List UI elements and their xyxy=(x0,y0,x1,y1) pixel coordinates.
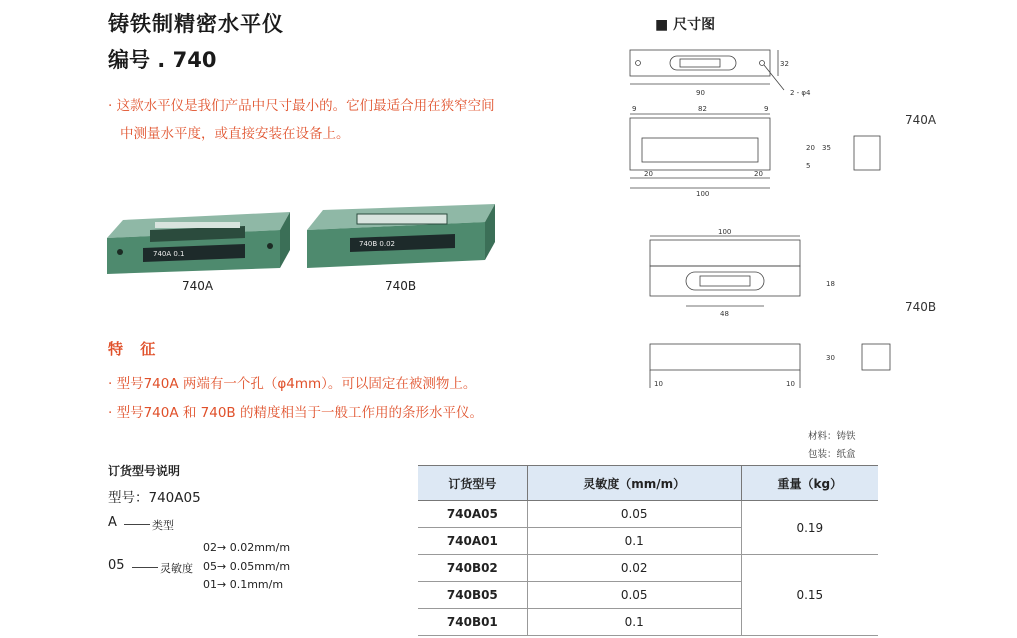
dim-9-right: 9 xyxy=(764,105,769,113)
dim-20-height: 20 xyxy=(806,144,815,152)
header-sensitivity: 灵敏度（mm/m） xyxy=(527,466,741,501)
product-740b-image xyxy=(307,204,495,268)
sensitivity-cell: 0.05 xyxy=(527,582,741,609)
type-leader-line xyxy=(124,524,150,525)
dim-100-b: 100 xyxy=(718,228,732,236)
dim-5: 5 xyxy=(806,162,811,170)
dim-100-a: 100 xyxy=(696,190,710,198)
sensitivity-cell: 0.1 xyxy=(527,609,741,636)
product-photos xyxy=(95,190,515,280)
model-example: 型号：740A05 xyxy=(108,490,201,506)
spec-table xyxy=(418,465,878,636)
caption-740a: 740A xyxy=(182,279,214,293)
feature-item-1: · 型号740A 两端有一个孔（φ4mm）。可以固定在被测物上。 xyxy=(108,376,477,392)
type-code: A xyxy=(108,515,117,530)
intro-line-2: 中测量水平度，或直接安装在设备上。 xyxy=(120,126,350,142)
dim-90: 90 xyxy=(696,89,705,97)
product-code: 编号 . 740 xyxy=(108,48,217,72)
model-cell: 740A01 xyxy=(418,528,527,555)
dim-82: 82 xyxy=(698,105,707,113)
740b-side-view xyxy=(862,344,890,370)
caption-740b: 740B xyxy=(385,279,417,293)
dim-20-right: 20 xyxy=(754,170,763,178)
740a-top-view xyxy=(630,50,770,76)
dim-10-right: 10 xyxy=(786,380,795,388)
header-weight: 重量（kg） xyxy=(741,466,878,501)
header-order-model: 订货型号 xyxy=(418,466,527,501)
page-title: 铸铁制精密水平仪 xyxy=(108,12,284,36)
ordering-heading: 订货型号说明 xyxy=(108,464,181,478)
dim-holes: 2 - φ4 xyxy=(790,89,811,97)
material-note: 材料：铸铁 xyxy=(808,431,856,442)
table-header-row xyxy=(418,466,878,501)
table-row xyxy=(418,501,878,528)
dim-35: 35 xyxy=(822,144,831,152)
dim-30: 30 xyxy=(826,354,835,362)
weight-cell-b: 0.15 xyxy=(741,555,878,636)
svg-text:740A 0.1: 740A 0.1 xyxy=(153,250,185,258)
dim-20-left: 20 xyxy=(644,170,653,178)
product-740a-image xyxy=(107,212,290,274)
weight-cell-a: 0.19 xyxy=(741,501,878,555)
dim-10-left: 10 xyxy=(654,380,663,388)
drawing-heading: ■ 尺寸图 xyxy=(655,17,716,33)
features-heading: 特 征 xyxy=(108,340,162,358)
sensitivity-cell: 0.02 xyxy=(527,555,741,582)
dim-32: 32 xyxy=(780,60,789,68)
intro-line-1: · 这款水平仪是我们产品中尺寸最小的。它们最适合用在狭窄空间 xyxy=(108,98,495,114)
model-cell: 740B02 xyxy=(418,555,527,582)
table-row xyxy=(418,555,878,582)
model-cell: 740A05 xyxy=(418,501,527,528)
sensitivity-cell: 0.1 xyxy=(527,528,741,555)
sensitivity-option-02: 02→ 0.02mm/m xyxy=(203,541,291,554)
dim-18: 18 xyxy=(826,280,835,288)
model-cell: 740B05 xyxy=(418,582,527,609)
sensitivity-option-05: 05→ 0.05mm/m xyxy=(203,560,291,573)
sensitivity-code: 05 xyxy=(108,558,125,573)
dim-48: 48 xyxy=(720,310,729,318)
sensitivity-leader-line xyxy=(132,567,158,568)
740b-top-view xyxy=(650,266,800,296)
740b-front-view xyxy=(650,344,800,370)
model-cell: 740B01 xyxy=(418,609,527,636)
drawing-label-740b: 740B xyxy=(905,300,937,314)
740a-side-view xyxy=(854,136,880,170)
drawing-label-740a: 740A xyxy=(905,113,937,127)
dimension-drawing xyxy=(600,38,930,408)
feature-item-2: · 型号740A 和 740B 的精度相当于一般工作用的条形水平仪。 xyxy=(108,405,483,421)
type-label: 类型 xyxy=(152,519,174,532)
intro-text xyxy=(108,92,578,148)
sensitivity-cell: 0.05 xyxy=(527,501,741,528)
package-note: 包装：纸盒 xyxy=(808,449,856,460)
svg-text:740B 0.02: 740B 0.02 xyxy=(359,240,395,248)
sensitivity-option-01: 01→ 0.1mm/m xyxy=(203,578,284,591)
dim-9-left: 9 xyxy=(632,105,637,113)
sensitivity-label: 灵敏度 xyxy=(160,562,193,575)
